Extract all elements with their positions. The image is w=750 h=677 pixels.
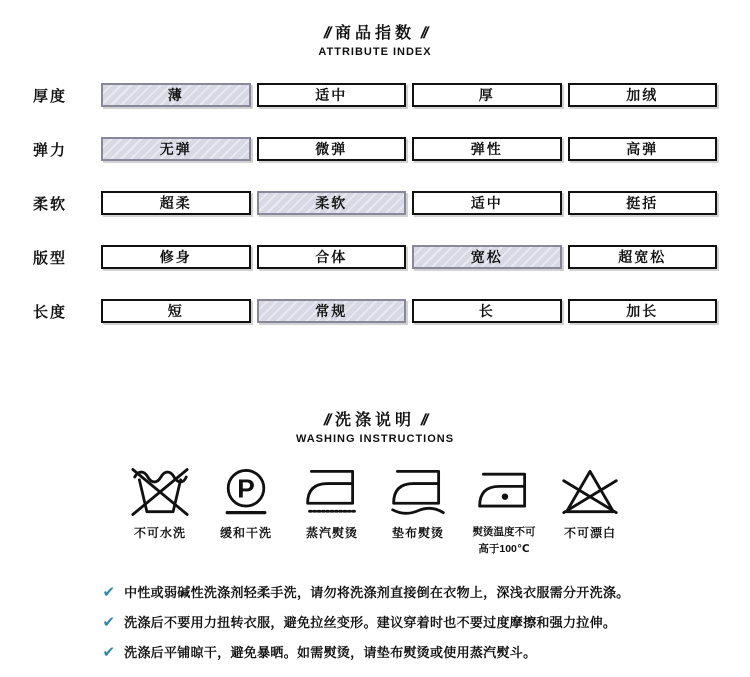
attr-row-label: 版型 bbox=[33, 249, 68, 267]
care-symbol-iron-with-cloth bbox=[375, 461, 461, 556]
attr-option-cell: 高弹 bbox=[568, 137, 718, 161]
washing-tip-text: 洗涤后平铺晾干，避免暴晒。如需熨烫，请垫布熨烫或使用蒸汽熨斗。 bbox=[124, 645, 537, 661]
attr-options bbox=[101, 191, 717, 215]
washing-tip bbox=[103, 614, 648, 631]
gentle-dry-clean-icon bbox=[203, 461, 289, 523]
attr-option-cell: 修身 bbox=[101, 245, 251, 269]
attr-option-cell: 超柔 bbox=[101, 191, 251, 215]
care-symbol-do-not-wash bbox=[117, 461, 203, 556]
do-not-bleach-icon bbox=[547, 461, 633, 523]
attr-row-softness bbox=[33, 191, 717, 215]
attr-option-cell: 弹性 bbox=[412, 137, 562, 161]
attribute-index-header bbox=[0, 20, 750, 58]
washing-tips-list bbox=[103, 584, 648, 661]
washing-instructions-section bbox=[0, 407, 750, 661]
decor-slash-icon: // bbox=[419, 25, 429, 42]
attr-option-cell: 合体 bbox=[257, 245, 407, 269]
washing-instructions-header bbox=[0, 407, 750, 445]
care-symbol-do-not-bleach bbox=[547, 461, 633, 556]
decor-slash-icon: // bbox=[322, 412, 332, 429]
check-icon: ✔ bbox=[102, 584, 116, 602]
care-symbol-label: 垫布熨烫 bbox=[391, 526, 444, 540]
attribute-table bbox=[33, 83, 717, 323]
attr-row-length bbox=[33, 299, 717, 323]
attr-row-label: 厚度 bbox=[33, 87, 68, 105]
care-symbol-iron-max-100c bbox=[461, 461, 547, 556]
svg-text:P: P bbox=[237, 473, 255, 504]
do-not-wash-icon bbox=[117, 461, 203, 523]
iron-with-cloth-icon bbox=[375, 461, 461, 523]
attr-option-cell: 加长 bbox=[568, 299, 718, 323]
check-icon: ✔ bbox=[102, 644, 116, 662]
care-symbol-label: 不可漂白 bbox=[563, 526, 616, 540]
attr-option-cell: 短 bbox=[101, 299, 251, 323]
attr-option-cell: 适中 bbox=[412, 191, 562, 215]
attr-row-label: 柔软 bbox=[33, 195, 68, 213]
attr-row-thickness bbox=[33, 83, 717, 107]
washing-tip bbox=[103, 644, 648, 661]
care-symbol-gentle-dry-clean bbox=[203, 461, 289, 556]
attr-option-cell: 厚 bbox=[412, 83, 562, 107]
attribute-index-title-text: 商品指数 bbox=[334, 25, 415, 42]
washing-subtitle: WASHING INSTRUCTIONS bbox=[295, 433, 455, 445]
attr-option-cell: 微弹 bbox=[257, 137, 407, 161]
washing-tip-text: 洗涤后不要用力扭转衣服，避免拉丝变形。建议穿着时也不要过度摩擦和强力拉伸。 bbox=[124, 615, 617, 631]
steam-iron-icon bbox=[289, 461, 375, 523]
attribute-index-subtitle: ATTRIBUTE INDEX bbox=[318, 46, 432, 58]
attr-option-cell: 薄 bbox=[101, 83, 251, 107]
attribute-index-title bbox=[0, 20, 750, 43]
washing-tip-text: 中性或弱碱性洗涤剂轻柔手洗，请勿将洗涤剂直接倒在衣物上，深浅衣服需分开洗涤。 bbox=[124, 585, 630, 601]
attr-option-cell: 柔软 bbox=[257, 191, 407, 215]
attr-row-label: 长度 bbox=[33, 303, 68, 321]
attr-option-cell: 无弹 bbox=[101, 137, 251, 161]
decor-slash-icon: // bbox=[322, 25, 332, 42]
attr-options bbox=[101, 83, 717, 107]
care-symbol-steam-iron bbox=[289, 461, 375, 556]
attr-option-cell: 挺括 bbox=[568, 191, 718, 215]
care-symbols-row bbox=[0, 461, 750, 556]
attr-option-cell: 常规 bbox=[257, 299, 407, 323]
care-symbol-label: 熨烫温度不可 bbox=[472, 526, 536, 538]
iron-max-100c-icon bbox=[461, 461, 547, 523]
attr-option-cell: 超宽松 bbox=[568, 245, 718, 269]
attr-row-label: 弹力 bbox=[33, 141, 68, 159]
washing-title bbox=[0, 407, 750, 430]
care-symbol-label-line2: 高于100℃ bbox=[478, 542, 530, 555]
attr-option-cell: 适中 bbox=[257, 83, 407, 107]
care-symbol-label: 蒸汽熨烫 bbox=[305, 526, 358, 540]
attr-row-elasticity bbox=[33, 137, 717, 161]
attr-options bbox=[101, 245, 717, 269]
washing-tip bbox=[103, 584, 648, 601]
washing-title-text: 洗涤说明 bbox=[334, 412, 415, 429]
attr-options bbox=[101, 299, 717, 323]
care-symbol-label: 不可水洗 bbox=[133, 526, 186, 540]
care-symbol-label: 缓和干洗 bbox=[219, 526, 272, 540]
attr-option-cell: 加绒 bbox=[568, 83, 718, 107]
attr-options bbox=[101, 137, 717, 161]
attr-row-fit bbox=[33, 245, 717, 269]
decor-slash-icon: // bbox=[419, 412, 429, 429]
check-icon: ✔ bbox=[102, 614, 116, 632]
attr-option-cell: 宽松 bbox=[412, 245, 562, 269]
attr-option-cell: 长 bbox=[412, 299, 562, 323]
